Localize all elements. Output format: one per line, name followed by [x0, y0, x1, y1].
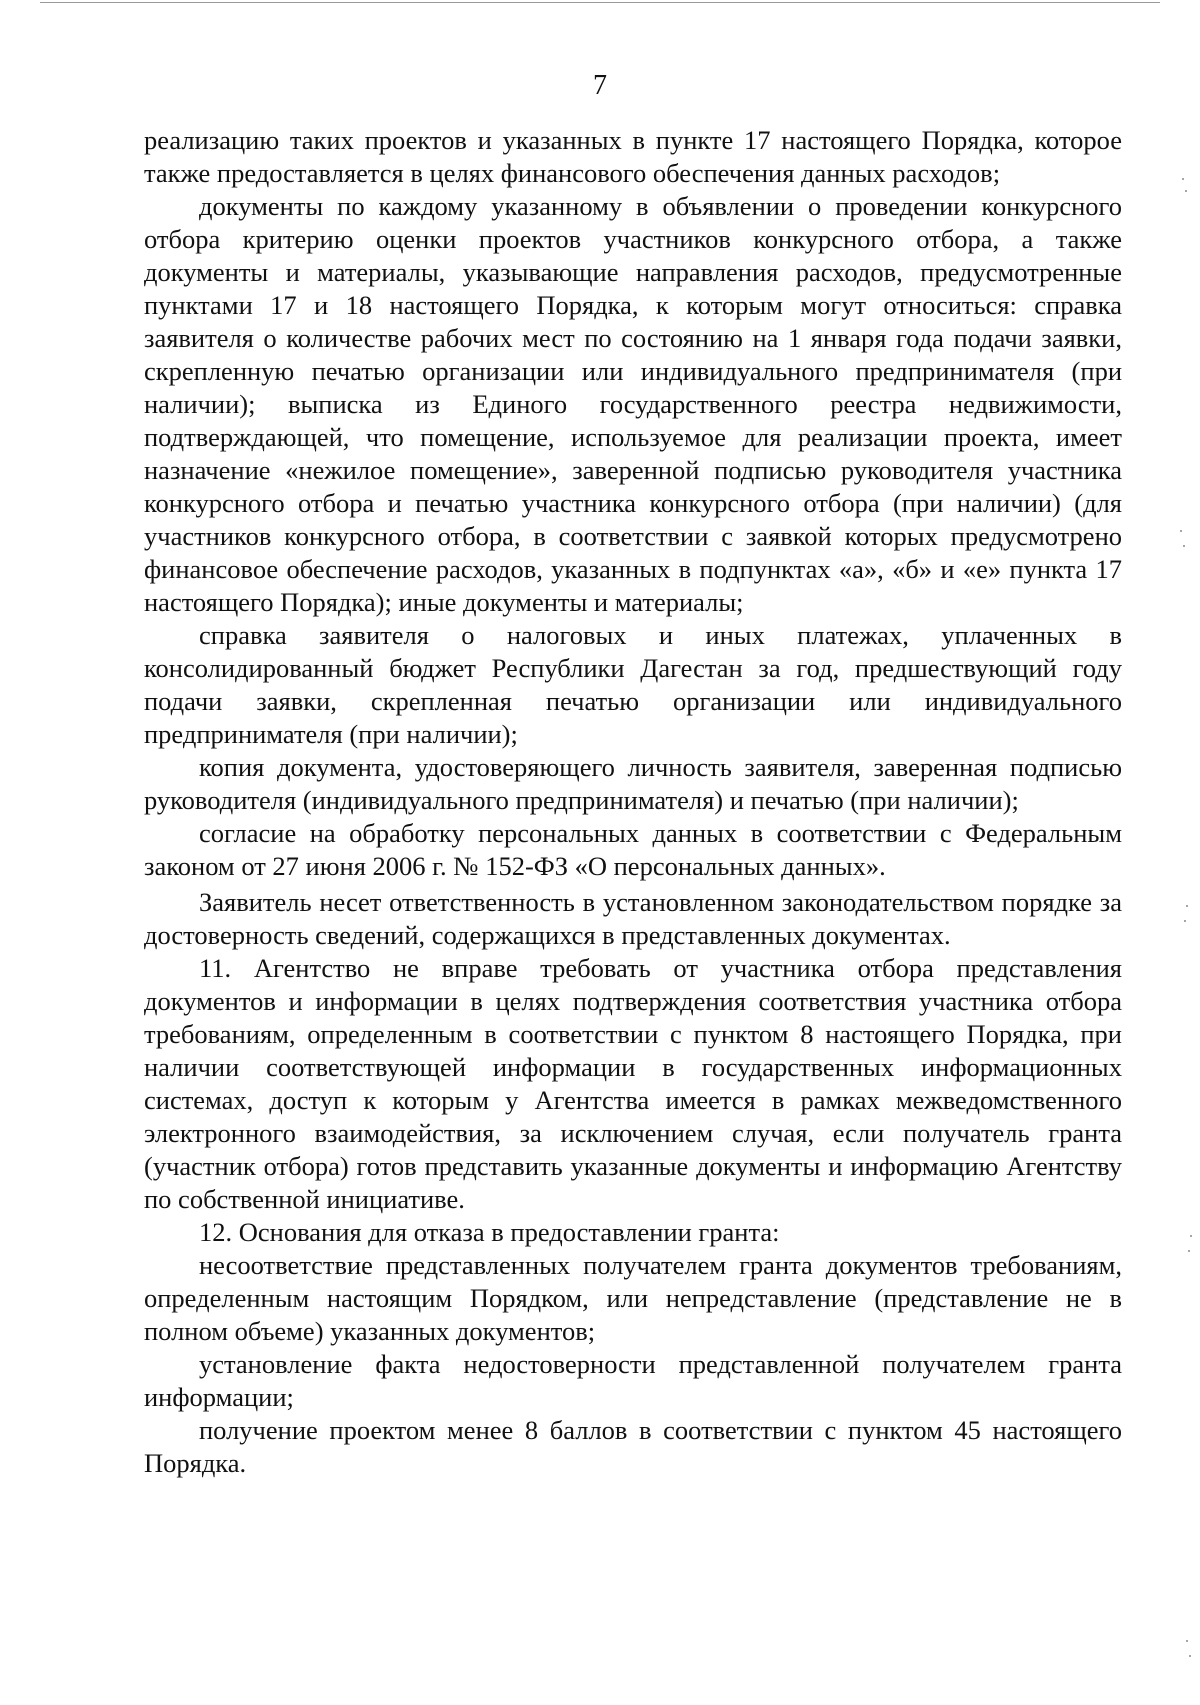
scan-speck	[1183, 545, 1185, 547]
paragraph-personal-data-consent: согласие на обработку персональных данных в соответствии с Федеральным законом от 27 июня 2006 г. № 152-ФЗ «О персональных данных».	[144, 818, 1122, 881]
paragraph-refusal-reason-2: установление факта недостоверности представленной получателем гранта информации;	[144, 1349, 1122, 1412]
scan-speck	[1184, 920, 1186, 922]
scan-speck	[1182, 178, 1184, 180]
paragraph-applicant-responsibility: Заявитель несет ответственность в установленном законодательством порядке за достоверность сведений, содержащихся в представленных документах.	[144, 887, 1122, 950]
scan-top-edge	[40, 2, 1160, 3]
scan-speck	[1185, 190, 1187, 192]
scan-speck	[1189, 1655, 1191, 1657]
page-number: 7	[593, 70, 607, 101]
paragraph-continuation: реализацию таких проектов и указанных в пункте 17 настоящего Порядка, которое также предоставляется в целях финансового обеспечения данных расходов;	[144, 125, 1122, 188]
paragraph-item-11: 11. Агентство не вправе требовать от участника отбора представления документов и информации в целях подтверждения соответствия участника отбора требованиям, определенным в соответствии с пунктом 8 настоящего Порядка, при наличии соответствующей информации в государственных информационных системах, доступ к которым у Агентства имеется в рамках межведомственного электронного взаимодействия, за исключением случая, если получатель гранта (участник отбора) готов представить указанные документы и информацию Агентству по собственной инициативе.	[144, 953, 1122, 1214]
document-body	[144, 124, 1122, 1480]
paragraph-identity-copy: копия документа, удостоверяющего личность заявителя, заверенная подписью руководителя (индивидуального предпринимателя) и печатью (при наличии);	[144, 752, 1122, 815]
paragraph-refusal-reason-3: получение проектом менее 8 баллов в соответствии с пунктом 45 настоящего Порядка.	[144, 1415, 1122, 1478]
paragraph-tax-certificate: справка заявителя о налоговых и иных платежах, уплаченных в консолидированный бюджет Республики Дагестан за год, предшествующий году подачи заявки, скрепленная печатью организации или индивидуального предпринимателя (при наличии);	[144, 620, 1122, 749]
scan-speck	[1190, 1235, 1192, 1237]
paragraph-refusal-reason-1: несоответствие представленных получателем гранта документов требованиям, определенным настоящим Порядком, или непредставление (представление не в полном объеме) указанных документов;	[144, 1250, 1122, 1346]
scan-speck	[1188, 1250, 1190, 1252]
paragraph-criteria-documents: документы по каждому указанному в объявлении о проведении конкурсного отбора критерию оценки проектов участников конкурсного отбора, а также документы и материалы, указывающие направления расходов, предусмотренные пунктами 17 и 18 настоящего Порядка, к которым могут относиться: справка заявителя о количестве рабочих мест по состоянию на 1 января года подачи заявки, скрепленную печатью организации или индивидуального предпринимателя (при наличии); выписка из Единого государственного реестра недвижимости, подтверждающей, что помещение, используемое для реализации проекта, имеет назначение «нежилое помещение», заверенной подписью руководителя участника конкурсного отбора и печатью участника конкурсного отбора (при наличии) (для участников конкурсного отбора, в соответствии с заявкой которых предусмотрено финансовое обеспечение расходов, указанных в подпунктах «а», «б» и «е» пункта 17 настоящего Порядка); иные документы и материалы;	[144, 191, 1122, 617]
scan-speck	[1180, 530, 1182, 532]
paragraph-item-12-heading: 12. Основания для отказа в предоставлении гранта:	[199, 1217, 780, 1247]
scan-speck	[1186, 905, 1188, 907]
scan-speck	[1186, 1640, 1188, 1642]
